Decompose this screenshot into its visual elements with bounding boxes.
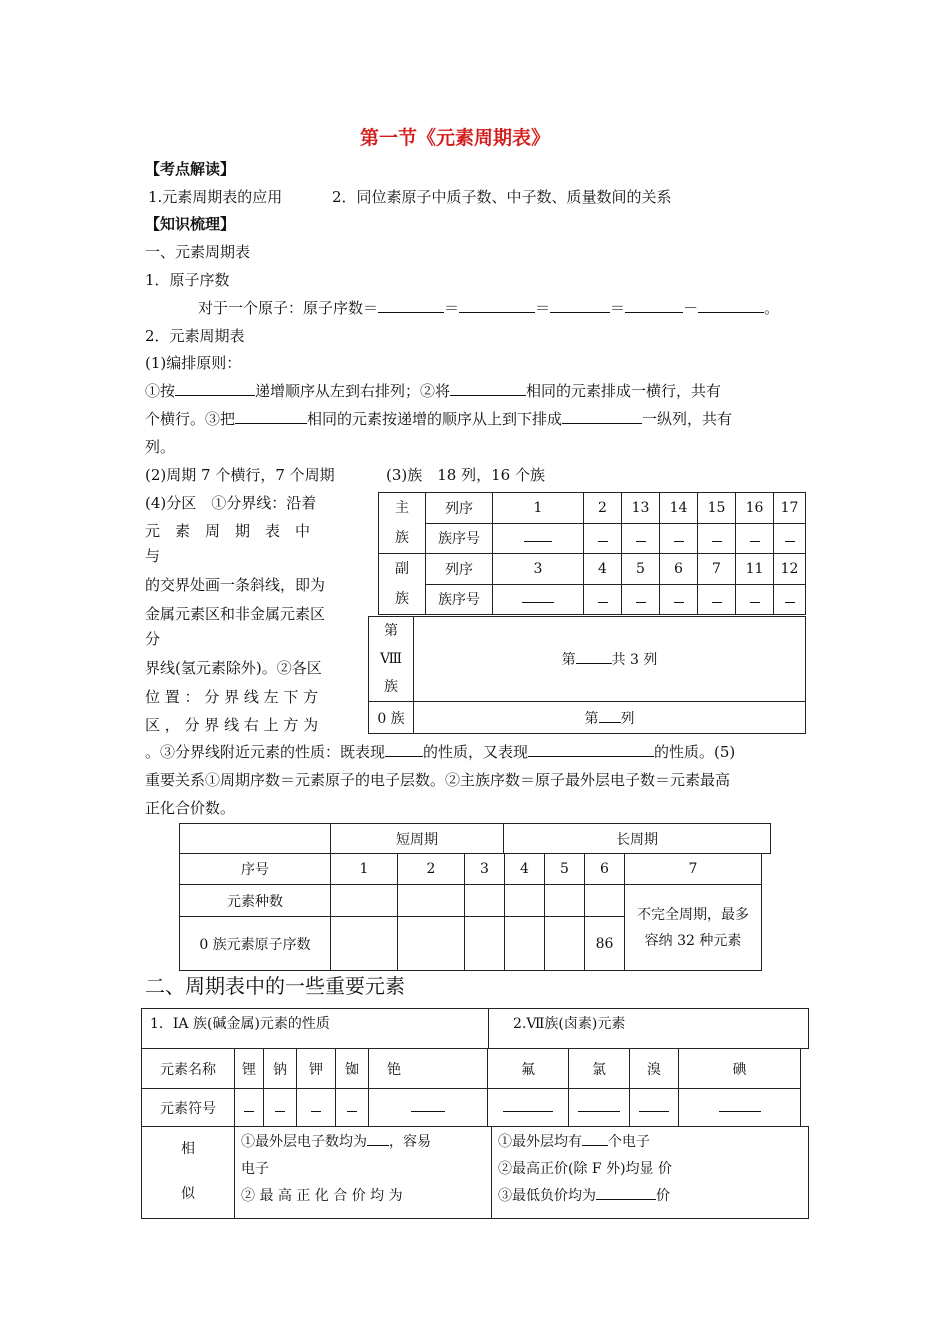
blank-cell[interactable] <box>774 584 806 615</box>
cell <box>180 824 331 854</box>
blank-cell[interactable] <box>679 1089 801 1127</box>
cell: 86 <box>585 917 625 971</box>
blank-cell[interactable] <box>585 885 625 917</box>
blank[interactable] <box>367 1131 389 1146</box>
equals: ＝ <box>610 299 626 317</box>
cell: 1 <box>331 854 398 885</box>
blank-cell[interactable] <box>584 523 622 554</box>
text: ①最外层电子数均为 <box>241 1134 367 1150</box>
text: 递增顺序从左到右排列；②将 <box>255 382 451 400</box>
element-table-header <box>141 1008 809 1049</box>
text: 。③分界线附近元素的性质：既表现 <box>145 743 386 761</box>
blank-cell[interactable] <box>297 1089 336 1127</box>
text: ③最低负价均为 <box>498 1188 596 1204</box>
page-title: 第一节《元素周期表》 <box>360 127 551 149</box>
blank[interactable] <box>550 298 610 313</box>
blank[interactable] <box>576 649 612 664</box>
text: 价 <box>656 1188 670 1204</box>
blank-cell[interactable] <box>622 584 660 615</box>
p4-cont-2: 重要关系①周期序数＝元素原子的电子层数。②主族序数＝原子最外层电子数＝元素最高 <box>145 771 731 789</box>
sim-label-2: 似 <box>181 1186 195 1202</box>
row-label: 元素种数 <box>180 885 331 917</box>
blank-cell[interactable] <box>465 885 505 917</box>
text: ②最高正价(除 F 外)均显 价 <box>498 1161 672 1177</box>
col-seq-label: 列序 <box>426 554 493 585</box>
blank-cell[interactable] <box>660 523 698 554</box>
blank-cell[interactable] <box>505 885 545 917</box>
row-label: 序号 <box>180 854 331 885</box>
blank-cell[interactable] <box>545 885 585 917</box>
p1-line-1 <box>145 380 721 401</box>
cell: 7 <box>698 554 736 585</box>
text: 第 <box>561 652 576 668</box>
text: 相同的元素排成一横行，共有 <box>526 382 722 400</box>
element-br: 溴 <box>630 1049 679 1089</box>
blank-cell[interactable] <box>736 584 774 615</box>
text: 的性质。(5) <box>654 743 736 761</box>
text: 相同的元素按递增的顺序从上到下排成 <box>307 410 563 428</box>
main-group-label: 主 族 <box>379 493 426 554</box>
name-label: 元素名称 <box>142 1049 235 1089</box>
p3-text: (3)族 18 列，16 个族 <box>386 466 545 484</box>
atomic-number-prefix: 对于一个原子：原子序数＝ <box>198 299 379 317</box>
blank-cell[interactable] <box>698 523 736 554</box>
group-zero-cell <box>414 702 806 734</box>
blank[interactable] <box>378 298 444 313</box>
group-viii-cell <box>414 617 806 702</box>
cell: 6 <box>660 554 698 585</box>
text: ，容易 <box>389 1134 431 1150</box>
text: 列 <box>620 710 635 727</box>
period-table <box>179 853 762 971</box>
element-cl: 氯 <box>569 1049 630 1089</box>
p2-text: (2)周期 7 个横行，7 个周期 <box>145 466 335 484</box>
blank[interactable] <box>528 742 654 757</box>
atomic-number-line <box>198 297 779 318</box>
blank-cell[interactable] <box>331 917 398 971</box>
blank[interactable] <box>582 1131 608 1146</box>
zhishi-heading: 【知识梳理】 <box>145 215 236 233</box>
text: 共 3 列 <box>611 652 658 668</box>
p4-line-4: 金属元素区和非金属元素区 <box>145 605 326 623</box>
blank[interactable] <box>459 298 535 313</box>
blank[interactable] <box>599 708 621 723</box>
cell: 15 <box>698 493 736 524</box>
cell: 7 <box>625 854 762 885</box>
blank-cell[interactable] <box>331 885 398 917</box>
cell: 5 <box>545 854 585 885</box>
cell: 11 <box>736 554 774 585</box>
s2-heading: 2．元素周期表 <box>145 327 245 345</box>
cell: 16 <box>736 493 774 524</box>
text: 个电子 <box>608 1134 650 1150</box>
blank-cell[interactable] <box>398 885 465 917</box>
cell: 3 <box>465 854 505 885</box>
p4-line-6: 界线(氢元素除外)。②各区 <box>145 659 322 677</box>
blank-cell[interactable] <box>493 523 584 554</box>
sub-group-label: 副 族 <box>379 554 426 615</box>
equals: ＝ <box>444 299 460 317</box>
text: 一纵列，共有 <box>642 410 733 428</box>
equals: ＝ <box>535 299 551 317</box>
p1-line-3: 列。 <box>145 438 176 456</box>
halogen-heading: 2.Ⅶ族(卤素)元素 <box>489 1009 809 1049</box>
cell: 1 <box>493 493 584 524</box>
blank-cell[interactable] <box>622 523 660 554</box>
blank-cell[interactable] <box>698 584 736 615</box>
cell: 3 <box>493 554 584 585</box>
blank-cell[interactable] <box>488 1089 569 1127</box>
blank-cell[interactable] <box>264 1089 297 1127</box>
short-period-label: 短周期 <box>331 824 504 854</box>
p4-line-7: 位 置 ： 分 界 线 左 下 方 <box>145 688 319 706</box>
p1-line-2 <box>145 408 732 429</box>
alkali-heading: 1．ⅠA 族(碱金属)元素的性质 <box>142 1009 489 1049</box>
kaodian-item-2: 2．同位素原子中质子数、中子数、质量数间的关系 <box>332 188 672 206</box>
p4-cont-3: 正化合价数。 <box>145 799 236 817</box>
element-f: 氟 <box>488 1049 569 1089</box>
blank-cell[interactable] <box>398 917 465 971</box>
section-2-title: 二、周期表中的一些重要元素 <box>145 974 405 998</box>
cell: 4 <box>584 554 622 585</box>
cell: 14 <box>660 493 698 524</box>
text: ①按 <box>145 382 176 400</box>
cell: 6 <box>585 854 625 885</box>
period-table-header <box>179 823 771 854</box>
blank[interactable] <box>235 409 307 424</box>
blank-cell[interactable] <box>369 1089 488 1127</box>
blank-cell[interactable] <box>569 1089 630 1127</box>
blank[interactable] <box>385 742 423 757</box>
text: 个横行。③把 <box>145 410 236 428</box>
blank[interactable] <box>450 381 526 396</box>
element-na: 钠 <box>264 1049 297 1089</box>
row-label: 0 族元素原子序数 <box>180 917 331 971</box>
blank[interactable] <box>175 381 255 396</box>
element-table <box>141 1048 801 1127</box>
blank-cell[interactable] <box>336 1089 369 1127</box>
p4-line-3: 的交界处画一条斜线，即为 <box>145 576 326 594</box>
cell: 17 <box>774 493 806 524</box>
blank-cell[interactable] <box>774 523 806 554</box>
blank-cell[interactable] <box>545 917 585 971</box>
element-li: 锂 <box>235 1049 264 1089</box>
text: ② 最 高 正 化 合 价 均 为 <box>241 1188 403 1204</box>
blank-cell[interactable] <box>235 1089 264 1127</box>
halogen-similarity <box>492 1127 809 1219</box>
blank[interactable] <box>596 1185 656 1200</box>
p4-line-2: 与 <box>145 547 161 565</box>
group-seq-label: 族序号 <box>426 584 493 615</box>
period7-note: 不完全周期，最多容纳 32 种元素 <box>625 885 762 971</box>
cell: 4 <box>505 854 545 885</box>
p1-heading: (1)编排原则： <box>145 354 242 372</box>
blank-cell[interactable] <box>493 584 584 615</box>
long-period-label: 长周期 <box>504 824 771 854</box>
col-seq-label: 列序 <box>426 493 493 524</box>
cell: 2 <box>584 493 622 524</box>
blank-cell[interactable] <box>630 1089 679 1127</box>
alkali-similarity <box>235 1127 492 1219</box>
text: 的性质，又表现 <box>423 743 529 761</box>
cell: 12 <box>774 554 806 585</box>
p4-line-1: 元 素 周 期 表 中 <box>145 522 311 540</box>
blank-cell[interactable] <box>584 584 622 615</box>
cell: 5 <box>622 554 660 585</box>
text: ①最外层均有 <box>498 1134 582 1150</box>
text: 电子 <box>241 1161 269 1177</box>
p4-cont-1 <box>145 741 735 762</box>
cell: 13 <box>622 493 660 524</box>
element-rb: 铷 <box>336 1049 369 1089</box>
period-mark: 。 <box>764 299 780 317</box>
p4-line-0: (4)分区 ①分界线：沿着 <box>145 494 317 512</box>
group-zero-label: 0 族 <box>369 702 414 734</box>
section-1-title: 一、元素周期表 <box>145 243 251 261</box>
group-viii-table <box>368 616 806 734</box>
text: 第 <box>584 710 599 727</box>
element-k: 钾 <box>297 1049 336 1089</box>
blank-cell[interactable] <box>660 584 698 615</box>
similarity-label <box>142 1127 235 1219</box>
sim-label-1: 相 <box>181 1141 195 1157</box>
blank[interactable] <box>562 409 642 424</box>
group-seq-label: 族序号 <box>426 523 493 554</box>
similarity-table <box>141 1126 809 1219</box>
group-table <box>378 492 806 615</box>
blank[interactable] <box>698 298 764 313</box>
kaodian-heading: 【考点解读】 <box>145 160 236 178</box>
element-i: 碘 <box>679 1049 801 1089</box>
element-cs: 铯 <box>369 1049 488 1089</box>
blank-cell[interactable] <box>505 917 545 971</box>
blank-cell[interactable] <box>465 917 505 971</box>
cell: 2 <box>398 854 465 885</box>
group-viii-label: 第 Ⅷ 族 <box>369 617 414 702</box>
p4-line-5: 分 <box>145 630 161 648</box>
s1-heading: 1．原子序数 <box>145 271 230 289</box>
kaodian-item-1: 1.元素周期表的应用 <box>148 188 283 206</box>
minus: － <box>683 299 699 317</box>
p4-line-8: 区 ， 分 界 线 右 上 方 为 <box>145 716 319 734</box>
symbol-label: 元素符号 <box>142 1089 235 1127</box>
blank[interactable] <box>625 298 683 313</box>
blank-cell[interactable] <box>736 523 774 554</box>
